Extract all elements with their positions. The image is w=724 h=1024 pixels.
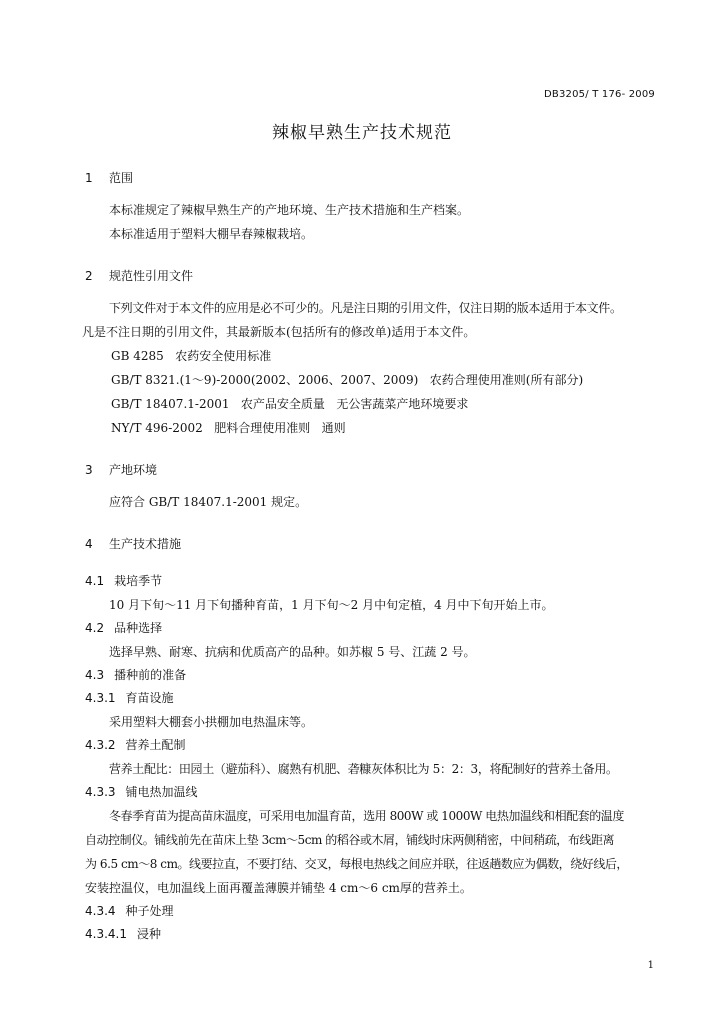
section-heading-2 [85,264,655,288]
subsection-number: 4.3.2 [85,738,116,752]
reference-item: NY/T 496-2002 肥料合理使用准则 通则 [111,421,346,435]
paragraph: 凡是不注日期的引用文件，其最新版本(包括所有的修改单)适用于本文件。 [82,325,476,339]
subsection-number: 4.1 [85,574,105,588]
paragraph: 采用塑料大棚套小拱棚加电热温床等。 [109,715,314,729]
subsection-title: 铺电热加温线 [125,785,198,799]
reference-item: GB/T 18407.1-2001 农产品安全质量 无公害蔬菜产地环境要求 [111,397,469,411]
document-title: 辣椒早熟生产技术规范 [272,123,452,143]
reference-item: GB/T 8321.(1～9)-2000(2002、2006、2007、2009) 农药合理使用准则(所有部分) [111,373,584,387]
subsection-number: 4.3 [85,668,105,682]
subsection-title: 营养土配制 [125,738,186,752]
paragraph-line: 安装控温仪，电加温线上面再覆盖薄膜并铺垫 4 cm～6 cm厚的营养土。 [85,881,472,895]
document-body [82,166,655,946]
subsection-number: 4.3.1 [85,691,116,705]
subsection-heading [85,617,655,640]
section-number: 4 [85,537,93,551]
subsection-heading [85,664,655,687]
section-title: 产地环境 [109,463,158,477]
section-number: 3 [85,463,93,477]
subsection-title: 种子处理 [125,904,174,918]
section-heading-3 [85,458,655,482]
subsection-heading [85,923,655,946]
subsection-heading [85,687,655,710]
subsection-number: 4.3.4 [85,904,116,918]
subsection-heading [85,734,655,757]
subsection-title: 栽培季节 [114,574,163,588]
subsection-heading [85,781,655,804]
section-title: 生产技术措施 [109,537,182,551]
section-title: 规范性引用文件 [109,269,194,283]
paragraph: 选择早熟、耐寒、抗病和优质高产的品种。如苏椒 5 号、江蔬 2 号。 [109,645,476,659]
paragraph: 10 月下旬～11 月下旬播种育苗，1 月下旬～2 月中旬定植，4 月中下旬开始上市。 [109,598,554,612]
paragraph: 本标准适用于塑料大棚早春辣椒栽培。 [109,227,314,241]
paragraph: 下列文件对于本文件的应用是必不可少的。凡是注日期的引用文件，仅注日期的版本适用于本文件。 [109,301,622,315]
section-number: 1 [85,171,93,185]
paragraph: 应符合 GB/T 18407.1-2001 规定。 [109,495,308,509]
subsection-heading [85,900,655,923]
subsection-title: 品种选择 [114,621,163,635]
document-id: DB3205/ T 176- 2009 [544,89,655,100]
paragraph-line: 为 6.5 cm～8 cm。线要拉直，不要打结、交叉，每根电热线之间应并联，往返趟数应为偶数，绕好线后， [85,857,628,871]
section-heading-1 [85,166,655,190]
subsection-number: 4.3.3 [85,785,116,799]
paragraph-line: 自动控制仪。铺线前先在苗床上垫 3cm～5cm 的稻谷或木屑，铺线时床两侧稍密，中间稍疏，布线距离 [85,833,615,847]
section-heading-4 [85,532,655,556]
section-number: 2 [85,269,93,283]
subsection-heading [85,570,655,593]
paragraph-line: 冬春季育苗为提高苗床温度，可采用电加温育苗，选用 800W 或 1000W 电热加温线和相配套的温度 [109,809,624,823]
subsection-number: 4.3.4.1 [85,927,127,941]
reference-item: GB 4285 农药安全使用标准 [111,349,272,363]
subsection-title: 育苗设施 [125,691,174,705]
subsection-number: 4.2 [85,621,105,635]
page-number: 1 [647,960,654,971]
paragraph: 营养土配比：田园土（避茄科）、腐熟有机肥、砻糠灰体积比为 5：2：3，将配制好的营养土备用。 [109,762,618,776]
paragraph: 本标准规定了辣椒早熟生产的产地环境、生产技术措施和生产档案。 [109,203,470,217]
subsection-title: 播种前的准备 [114,668,187,682]
subsection-title: 浸种 [136,927,161,941]
section-title: 范围 [109,171,134,185]
